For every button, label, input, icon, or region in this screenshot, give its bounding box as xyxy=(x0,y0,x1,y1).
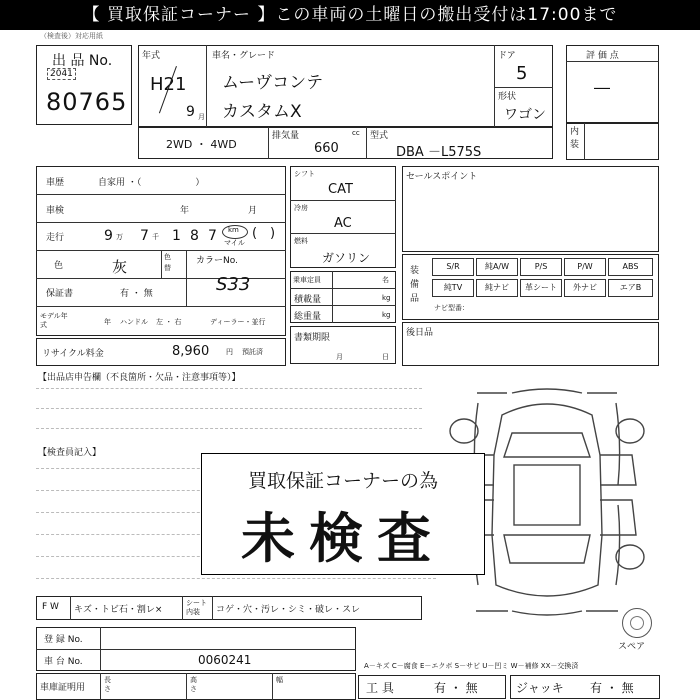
mileage-digit: 1 xyxy=(172,228,181,244)
inspection-label: 車検 xyxy=(46,206,65,216)
navi-type-label: ナビ型番： xyxy=(434,304,469,312)
sales-points-label: セールスポイント xyxy=(406,172,478,182)
gross-weight-unit: kg xyxy=(382,311,391,319)
seat-text: コゲ・穴・汚レ・シミ・破レ・スレ xyxy=(216,605,361,615)
equipment-label: 装備品 xyxy=(410,266,420,304)
equipment-item: ABS xyxy=(608,258,653,276)
mileage-digit: 7 xyxy=(208,228,217,244)
recycle-note: 預託済 xyxy=(242,348,263,356)
year-month-unit: 月 xyxy=(198,113,205,121)
mileage-sen: 7 xyxy=(140,228,149,244)
chassis-label: 車 台 No. xyxy=(44,657,83,667)
mileage-label: 走行 xyxy=(46,233,65,243)
displacement-unit: cc xyxy=(352,129,360,137)
warranty-label: 保証書 xyxy=(46,289,74,299)
score-value: ― xyxy=(594,78,610,97)
not-inspected-notice xyxy=(201,453,485,575)
history-label: 車歴 xyxy=(46,178,65,188)
docs-deadline-month: 月 xyxy=(336,353,343,361)
door-label: ドア xyxy=(498,51,516,61)
color-value: 灰 xyxy=(112,258,128,276)
fuel-value: ガソリン xyxy=(322,251,371,265)
mileage-digit: 8 xyxy=(190,228,199,244)
body-shape-label: 形状 xyxy=(498,92,517,102)
capacity-unit: 名 xyxy=(382,276,389,284)
equipment-item: 外ナビ xyxy=(564,279,606,297)
notice-title: 未検査 xyxy=(241,506,445,570)
load-label: 積載量 xyxy=(294,295,322,305)
model-year-unit: 年 xyxy=(104,318,111,326)
inspection-month-unit: 月 xyxy=(248,206,258,216)
mileage-man: 9 xyxy=(104,228,113,244)
handle-value: 左 ・ 右 xyxy=(156,318,182,326)
equipment-item: P/W xyxy=(564,258,606,276)
jack-label: ジャッキ xyxy=(516,681,564,695)
docs-deadline-day: 日 xyxy=(382,353,389,361)
corner-label: （検査後）対応用紙 xyxy=(40,32,103,40)
lot-label: 出 品 No. xyxy=(52,53,113,69)
mileage-sen-unit: 千 xyxy=(152,233,159,241)
shift-value: CAT xyxy=(328,182,353,197)
displacement-value: 660 xyxy=(314,141,339,156)
ac-label: 冷房 xyxy=(294,204,308,212)
equipment-item: 純ナビ xyxy=(476,279,518,297)
model-name-line1: ムーヴコンテ xyxy=(222,73,324,93)
model-name-label: 車名・グレード xyxy=(212,51,276,61)
model-name-line2: カスタムX xyxy=(222,102,302,122)
docs-deadline-label: 書類期限 xyxy=(294,333,331,343)
top-banner: 【 買取保証コーナー 】この車両の土曜日の搬出受付は17:00まで xyxy=(0,0,700,30)
tools-label: 工 具 xyxy=(366,681,394,695)
equipment-item: 純A/W xyxy=(476,258,518,276)
year-month: 9 xyxy=(186,104,195,120)
equipment-item: 革シート xyxy=(520,279,562,297)
mileage-man-unit: 万 xyxy=(116,233,123,241)
chassis-value: 0060241 xyxy=(198,653,252,667)
gross-weight-label: 総重量 xyxy=(294,312,322,322)
interior-label: 内装 xyxy=(570,127,580,150)
model-year-label: モデル年式 xyxy=(40,312,68,329)
year-era: H21 xyxy=(150,74,187,95)
mileage-unit-km: km xyxy=(228,226,239,234)
inspector-notes-label: 【検査員記入】 xyxy=(38,448,102,458)
equipment-item: 純TV xyxy=(432,279,474,297)
equipment-item: S/R xyxy=(432,258,474,276)
certificate-cell: 幅 xyxy=(276,676,283,684)
history-value: 自家用 ・（ ） xyxy=(98,178,205,188)
damage-codes: A－キズ C－腐食 E－エクボ S－サビ U－凹ミ W－補修 XX－交換済 xyxy=(364,662,579,670)
color-code-label: カラーNo. xyxy=(196,256,238,266)
warranty-value: 有 ・ 無 xyxy=(120,289,153,299)
door-value: 5 xyxy=(516,63,528,84)
recycle-unit: 円 xyxy=(226,348,233,356)
color-code-value: S33 xyxy=(216,274,251,295)
capacity-label: 乗車定員 xyxy=(293,276,321,284)
certificate-cell: 長さ xyxy=(104,676,111,693)
color-label: 色 xyxy=(54,261,64,271)
later-items-label: 後日品 xyxy=(406,328,434,338)
lot-number: 80765 xyxy=(46,88,128,116)
fuel-label: 燃料 xyxy=(294,237,308,245)
displacement-label: 排気量 xyxy=(272,131,300,141)
notice-subtitle: 買取保証コーナーの為 xyxy=(247,470,438,492)
tools-value: 有 ・ 無 xyxy=(434,681,478,695)
recycle-value: 8,960 xyxy=(172,344,210,359)
later-items-box xyxy=(402,322,659,366)
equipment-item: P/S xyxy=(520,258,562,276)
ac-value: AC xyxy=(334,216,352,231)
fw-label: F W xyxy=(42,602,59,612)
load-unit: kg xyxy=(382,294,391,302)
color-change-label: 色替 xyxy=(164,253,171,272)
certificate-label: 車庫証明用 xyxy=(40,683,86,693)
dealer-label: ディーラー・並行 xyxy=(210,318,266,326)
registration-label: 登 録 No. xyxy=(44,635,83,645)
year-label: 年式 xyxy=(142,51,161,61)
score-label: 評 価 点 xyxy=(586,51,619,61)
fw-text: キズ・トビ石・割レ× xyxy=(74,605,163,615)
seat-label: シート内装 xyxy=(186,599,207,616)
recycle-label: リサイクル料金 xyxy=(42,349,104,359)
spare-label: スペア xyxy=(618,642,646,652)
lot-stamp: 2041 xyxy=(47,68,76,80)
equipment-item: エアB xyxy=(608,279,653,297)
certificate-cell: 高さ xyxy=(190,676,197,693)
model-code-value: DBA －L575S xyxy=(396,145,482,160)
jack-value: 有 ・ 無 xyxy=(590,681,634,695)
mileage-unit-mile: マイル xyxy=(224,239,245,247)
body-shape-value: ワゴン xyxy=(504,107,546,123)
shift-label: シフト xyxy=(294,170,315,178)
inspection-year-unit: 年 xyxy=(180,206,190,216)
model-code-label: 型式 xyxy=(370,131,389,141)
drive-options: 2WD ・ 4WD xyxy=(166,138,237,151)
seller-notes-label: 【出品店申告欄（不良箇所・欠品・注意事項等）】 xyxy=(38,373,241,383)
handle-label: ハンドル xyxy=(120,318,148,326)
spare-tire-hub xyxy=(630,616,644,630)
